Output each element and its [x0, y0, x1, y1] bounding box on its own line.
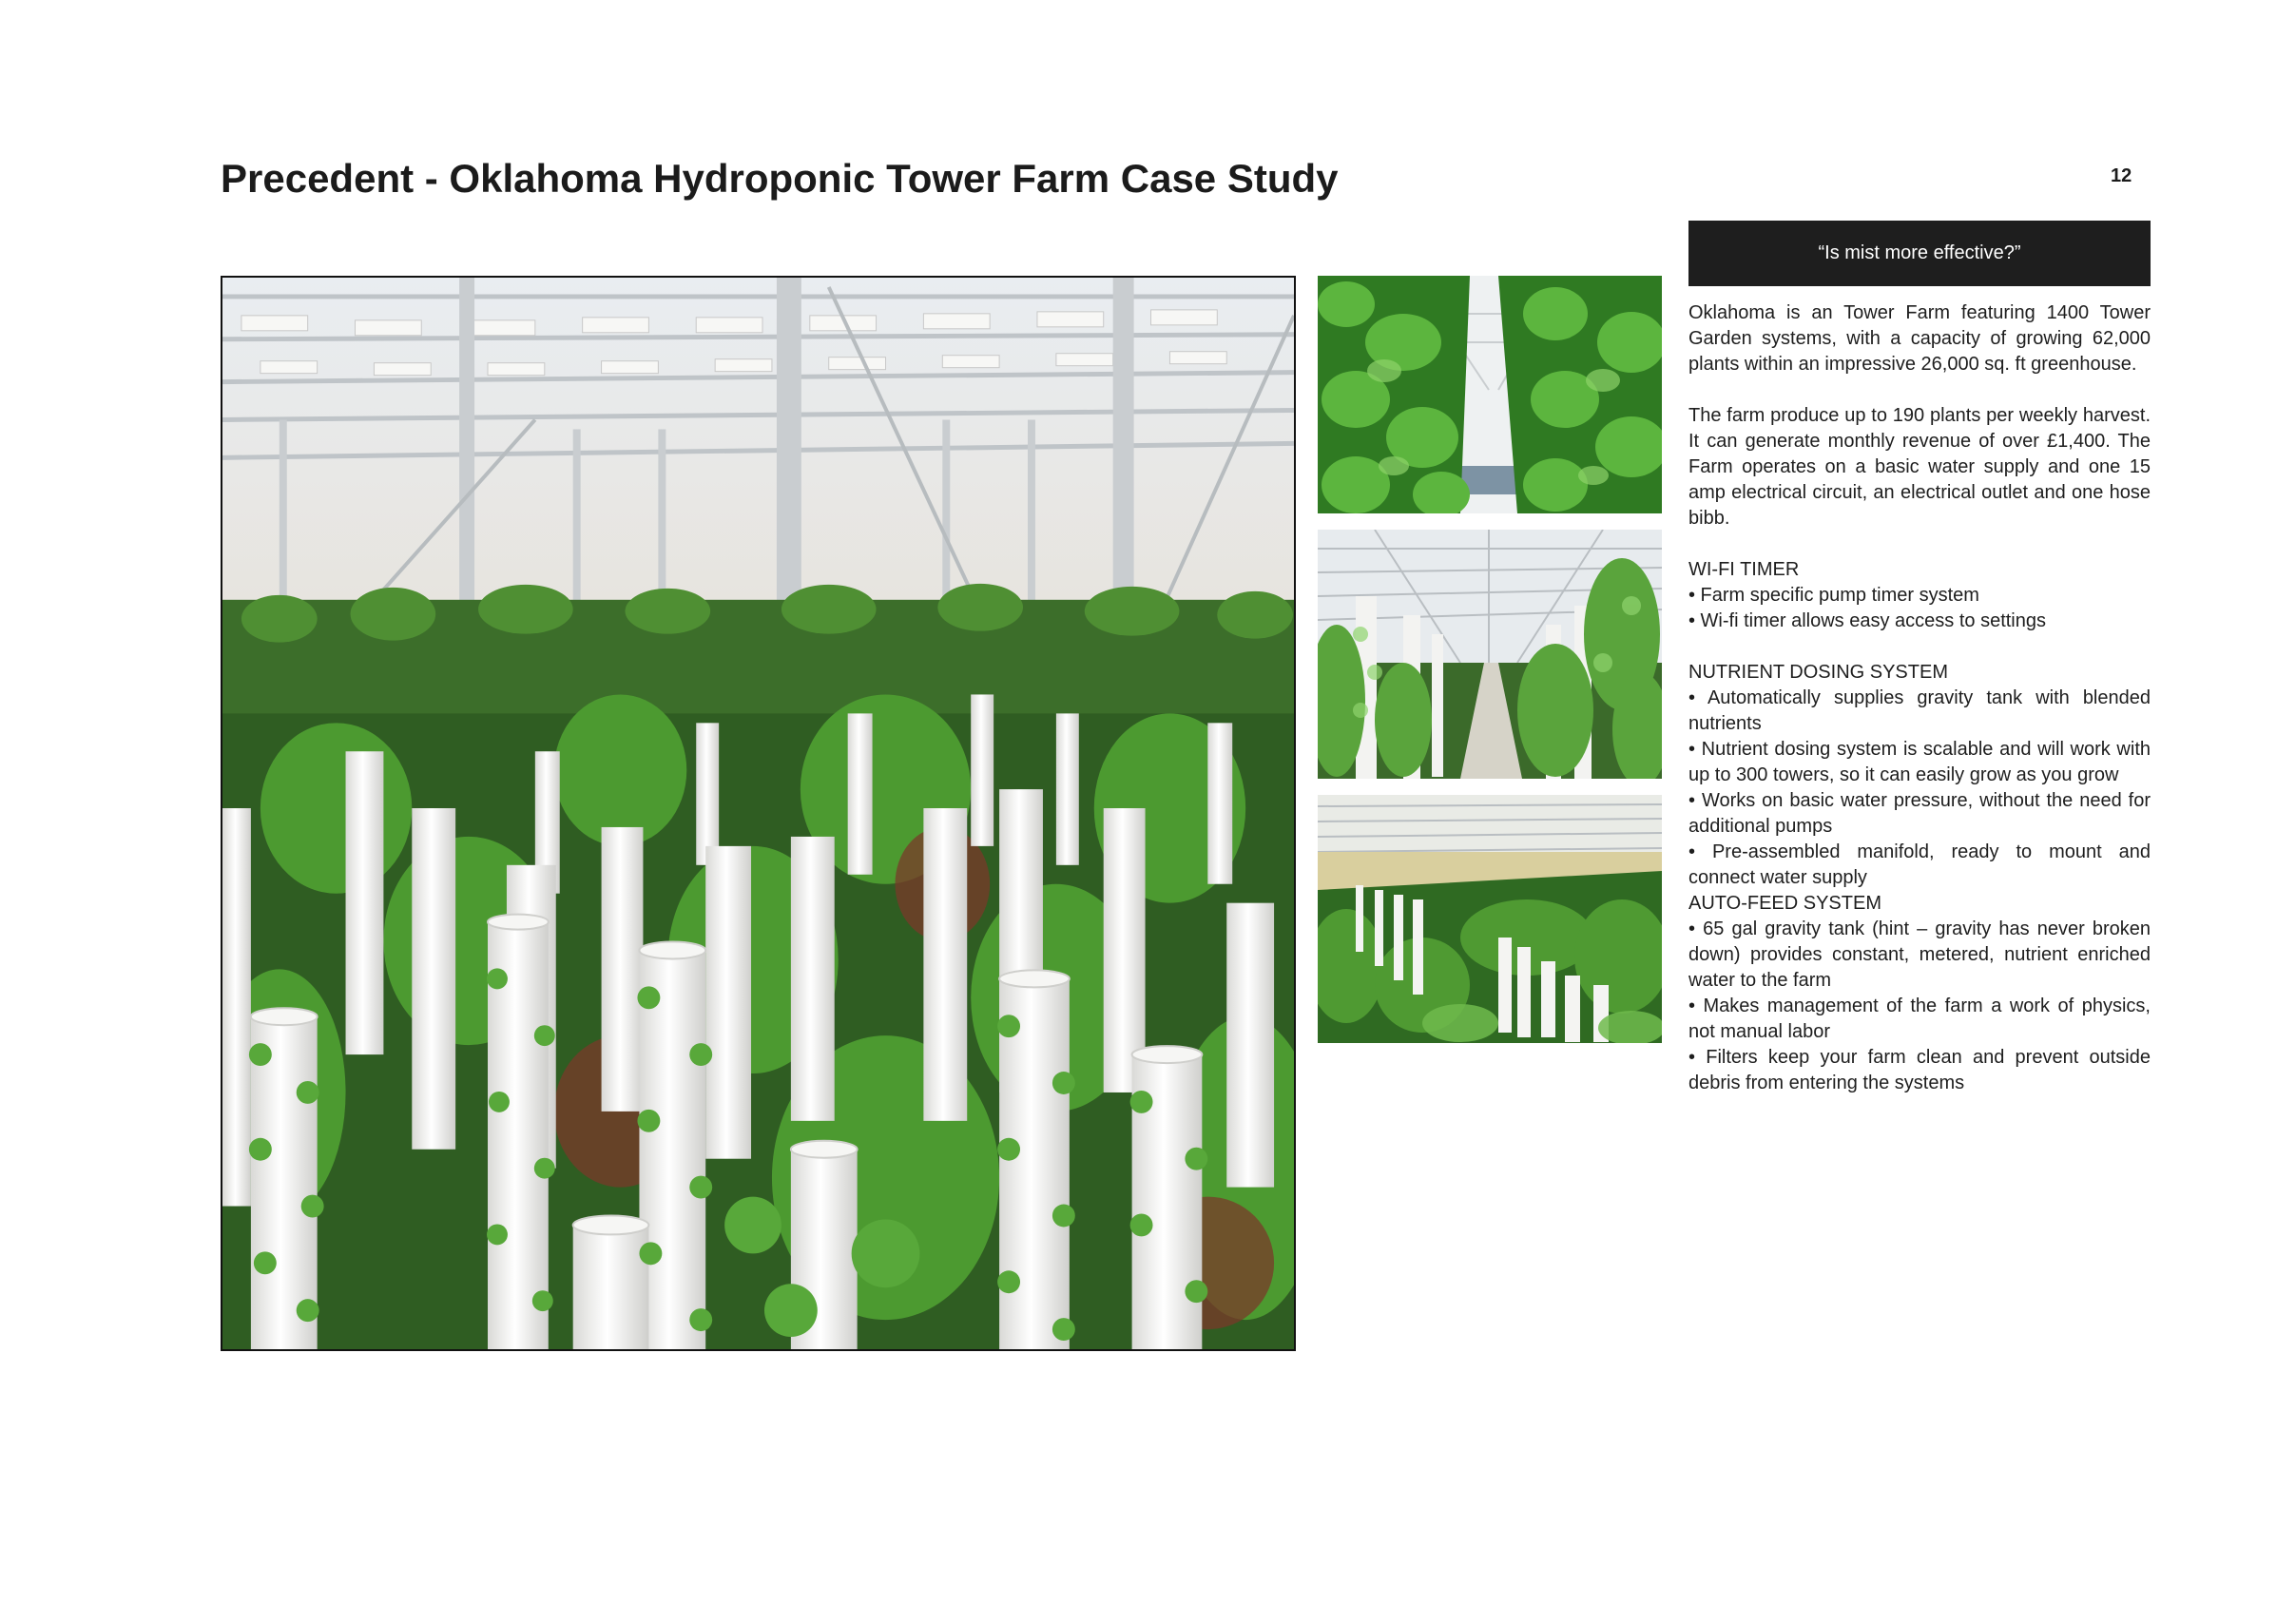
list-item: • 65 gal gravity tank (hint – gravity has never broken down) provides constant, metered, nutrient enriched water to the farm — [1688, 918, 2151, 991]
nutrient-dosing-heading: NUTRIENT DOSING SYSTEM — [1688, 662, 1948, 683]
list-item: • Automatically supplies gravity tank with blended nutrients — [1688, 687, 2151, 734]
list-item: • Farm specific pump timer system — [1688, 585, 1979, 606]
auto-feed-heading: AUTO-FEED SYSTEM — [1688, 893, 1881, 914]
thumb3-drawing — [1318, 795, 1662, 1043]
intro-paragraph: Oklahoma is an Tower Farm featuring 1400 Tower Garden systems, with a capacity of growing 62,000 plants within an impressive 26,000 sq. ft greenhouse. — [1688, 302, 2151, 375]
wifi-timer-heading: WI-FI TIMER — [1688, 559, 1800, 580]
lettuce-towers-closeup-photo — [1318, 276, 1662, 513]
harvest-paragraph: The farm produce up to 190 plants per weekly harvest. It can generate monthly revenue of over £1,400. The Farm operates on a basic water supply and one 15 amp electrical circuit, an electrical outlet and one hose bibb. — [1688, 405, 2151, 529]
greenhouse-rows-wide-photo — [1318, 795, 1662, 1043]
page-title: Precedent - Oklahoma Hydroponic Tower Farm Case Study — [221, 156, 1339, 201]
page-number: 12 — [2111, 165, 2132, 186]
quote-banner — [1688, 221, 2151, 286]
list-item: • Nutrient dosing system is scalable and will work with up to 300 towers, so it can easily grow as you grow — [1688, 739, 2151, 785]
thumb2-drawing — [1318, 530, 1662, 779]
greenhouse-aisle-towers-photo — [1318, 530, 1662, 779]
list-item: • Works on basic water pressure, without the need for additional pumps — [1688, 790, 2151, 837]
list-item: • Wi-fi timer allows easy access to settings — [1688, 610, 2046, 631]
main-photo-drawing — [222, 278, 1294, 1349]
quote-text: “Is mist more effective?” — [1818, 242, 2021, 263]
thumb1-drawing — [1318, 276, 1662, 513]
list-item: • Pre-assembled manifold, ready to mount and connect water supply — [1688, 841, 2151, 888]
greenhouse-tower-farm-photo — [221, 276, 1296, 1351]
list-item: • Makes management of the farm a work of physics, not manual labor — [1688, 996, 2151, 1042]
list-item: • Filters keep your farm clean and prevent outside debris from entering the systems — [1688, 1047, 2151, 1093]
case-study-text — [1688, 300, 2151, 1096]
